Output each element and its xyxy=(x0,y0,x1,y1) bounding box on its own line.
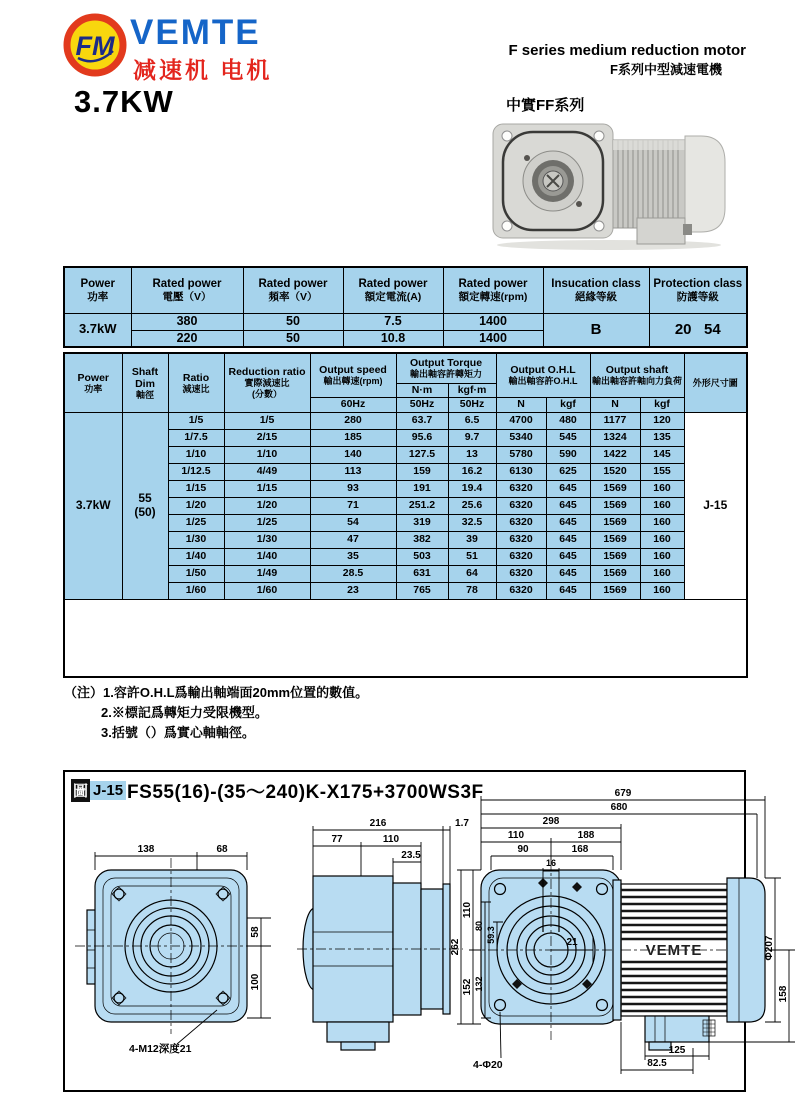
table2-cell: 319 xyxy=(396,514,448,531)
front-view xyxy=(75,844,271,1055)
dim-rear-v1: 110 xyxy=(462,901,473,919)
table2-cell: 1569 xyxy=(590,514,640,531)
series-title xyxy=(420,42,746,78)
dim-side-lip: 1.7 xyxy=(455,818,469,829)
table2-cell: 1/5 xyxy=(224,412,310,429)
table2-cell: 1/40 xyxy=(224,548,310,565)
table2-cell: 145 xyxy=(640,446,684,463)
t1-cell: 50 xyxy=(243,313,343,330)
t2-col-ohl: Output O.H.L 輸出軸容許O.H.L xyxy=(496,353,590,397)
t2-col-speed: Output speed 輸出轉速(rpm) xyxy=(310,353,396,397)
t2-blank-row xyxy=(64,599,747,677)
dim-front-w1: 138 xyxy=(137,844,155,855)
table2-cell: 1/40 xyxy=(168,548,224,565)
note-line-3: 3.括號（）爲實心軸軸徑。 xyxy=(101,725,255,740)
t2-col-axial: Output shaft 輸出軸容許軸向力負荷 xyxy=(590,353,684,397)
table2-cell: 1569 xyxy=(590,548,640,565)
table2-cell: 645 xyxy=(546,480,590,497)
table2-cell: 32.5 xyxy=(448,514,496,531)
table2-body xyxy=(64,412,747,599)
table2-cell: 1569 xyxy=(590,497,640,514)
t2-sub-axial-kgf: kgf xyxy=(640,397,684,412)
table2-cell: 6320 xyxy=(496,565,546,582)
t2-col-ratio: Ratio 減速比 xyxy=(168,353,224,412)
dim-rear-t2: 188 xyxy=(577,830,595,841)
table2-cell: 191 xyxy=(396,480,448,497)
table2-cell: 1422 xyxy=(590,446,640,463)
table2-cell: 160 xyxy=(640,565,684,582)
t1-cell: 7.5 xyxy=(343,313,443,330)
table2-cell: 6320 xyxy=(496,497,546,514)
dim-rear-v2: 152 xyxy=(462,978,473,996)
t1-row xyxy=(64,313,747,330)
table2-cell: 4/49 xyxy=(224,463,310,480)
dimension-drawing xyxy=(65,772,789,1090)
dim-rear-flange: 298 xyxy=(542,816,560,827)
dim-rear-body: 680 xyxy=(610,802,628,813)
drawing-model-code: FS55(16)-(35～240)K-X175+3700WS3F xyxy=(127,782,484,803)
t2-col-reduction: Reduction ratio 實際減速比 (分數） xyxy=(224,353,310,412)
dim-front-h1: 58 xyxy=(250,926,261,938)
table2-cell: 251.2 xyxy=(396,497,448,514)
note-line-2: 2.※標記爲轉矩力受限機型。 xyxy=(101,705,268,720)
table2-cell: 1/7.5 xyxy=(168,429,224,446)
logo-monogram: FM xyxy=(75,31,115,61)
table2-cell: 1/20 xyxy=(224,497,310,514)
dim-rear-t4: 168 xyxy=(571,844,589,855)
t2-unit-kgfm: kgf·m xyxy=(448,383,496,397)
t1-col-current: Rated power 額定電流(A) xyxy=(343,267,443,313)
table2-cell: 25.6 xyxy=(448,497,496,514)
dimension-drawing-panel xyxy=(63,770,789,1092)
dim-rear-t3: 90 xyxy=(517,844,529,855)
motor-photo xyxy=(487,118,733,252)
table2-cell: 185 xyxy=(310,429,396,446)
table2-cell: 160 xyxy=(640,497,684,514)
t1-cell: 380 xyxy=(131,313,243,330)
t1-cell: 220 xyxy=(131,330,243,347)
table2-cell: 35 xyxy=(310,548,396,565)
sub-series-label: 中實FF系列 xyxy=(506,97,585,114)
table2-cell: 160 xyxy=(640,548,684,565)
table2-cell: 6320 xyxy=(496,480,546,497)
table2-cell: 590 xyxy=(546,446,590,463)
dim-rear-holes: 4-Φ20 xyxy=(473,1059,503,1071)
table2-cell: 64 xyxy=(448,565,496,582)
t1-insulation-cell: B xyxy=(543,313,649,347)
t2-sub-torque-hz1: 50Hz xyxy=(396,397,448,412)
table2-cell: 1569 xyxy=(590,531,640,548)
table2-cell: 93 xyxy=(310,480,396,497)
table2-row xyxy=(64,412,747,429)
t1-protection-cell: 20 54 xyxy=(649,313,747,347)
dim-rear-key: 16 xyxy=(545,858,557,868)
t2-unit-nm: N·m xyxy=(396,383,448,397)
table2-cell: 1324 xyxy=(590,429,640,446)
table2-cell: 71 xyxy=(310,497,396,514)
table2-cell: 23 xyxy=(310,582,396,599)
table2-cell: 13 xyxy=(448,446,496,463)
table2-cell: 1/30 xyxy=(168,531,224,548)
table2-cell: 4700 xyxy=(496,412,546,429)
table2-cell: 1/25 xyxy=(224,514,310,531)
table2-cell: 1/10 xyxy=(168,446,224,463)
t1-col-power: Power 功率 xyxy=(64,267,131,313)
dim-rear-t1: 110 xyxy=(507,830,525,841)
figure-tag: 圖 xyxy=(71,779,90,802)
table2-cell: 280 xyxy=(310,412,396,429)
table2-power-cell: 3.7kW xyxy=(64,412,122,599)
dim-rear-v5: 59.3 xyxy=(486,926,496,944)
t1-power-cell: 3.7kW xyxy=(64,313,131,347)
table2-cell: 6320 xyxy=(496,531,546,548)
table2-cell: 1/15 xyxy=(168,480,224,497)
table2-cell: 1520 xyxy=(590,463,640,480)
dim-side-total: 216 xyxy=(369,818,387,829)
brand-logo-icon xyxy=(62,12,128,78)
table2-cell: 645 xyxy=(546,582,590,599)
table2-cell: 5780 xyxy=(496,446,546,463)
table2-cell: 2/15 xyxy=(224,429,310,446)
table2-cell: 6320 xyxy=(496,582,546,599)
dim-rear-overall: 679 xyxy=(614,788,632,799)
notes xyxy=(64,683,584,743)
table2-cell: 1/50 xyxy=(168,565,224,582)
dim-front-h2: 100 xyxy=(250,973,261,991)
table2-cell: 155 xyxy=(640,463,684,480)
table2-cell: 1/5 xyxy=(168,412,224,429)
table2-cell: 1/10 xyxy=(224,446,310,463)
t2-col-torque: Output Torque 輸出軸容許轉矩力 xyxy=(396,353,496,383)
table2-cell: 1569 xyxy=(590,565,640,582)
table2-cell: 1/49 xyxy=(224,565,310,582)
table2-cell: 39 xyxy=(448,531,496,548)
brand-name: VEMTE xyxy=(130,13,261,52)
t2-col-shaft-dim: Shaft Dim 軸徑 xyxy=(122,353,168,412)
t1-col-speed: Rated power 額定轉速(rpm) xyxy=(443,267,543,313)
t2-sub-torque-hz2: 50Hz xyxy=(448,397,496,412)
drawing-title xyxy=(71,777,484,804)
table2-figure-cell: J-15 xyxy=(684,412,747,599)
table2-cell: 19.4 xyxy=(448,480,496,497)
t2-sub-ohl-n: N xyxy=(496,397,546,412)
dim-front-bolts: 4-M12深度21 xyxy=(129,1043,192,1055)
t1-cell: 50 xyxy=(243,330,343,347)
table2-cell: 113 xyxy=(310,463,396,480)
table2-cell: 1/30 xyxy=(224,531,310,548)
motor-watermark: VEMTE xyxy=(645,942,703,959)
table2-cell: 765 xyxy=(396,582,448,599)
performance-table xyxy=(63,352,748,678)
table2-cell: 95.6 xyxy=(396,429,448,446)
t1-col-frequency: Rated power 頻率（V） xyxy=(243,267,343,313)
t2-sub-speed-hz: 60Hz xyxy=(310,397,396,412)
table2-cell: 382 xyxy=(396,531,448,548)
table2-cell: 160 xyxy=(640,480,684,497)
table2-cell: 1/25 xyxy=(168,514,224,531)
t1-col-insulation: Insucation class 絕緣等級 xyxy=(543,267,649,313)
side-view xyxy=(297,818,469,1050)
table2-cell: 120 xyxy=(640,412,684,429)
table2-cell: 63.7 xyxy=(396,412,448,429)
dim-front-w2: 68 xyxy=(216,844,228,855)
figure-code: J-15 xyxy=(90,781,126,800)
t1-col-protection: Protection class 防護等級 xyxy=(649,267,747,313)
dim-side-c: 23.5 xyxy=(401,850,421,861)
table2-cell: 160 xyxy=(640,531,684,548)
dim-rear-box-off: 82.5 xyxy=(647,1058,667,1069)
rear-motor-view xyxy=(450,788,795,1074)
dim-rear-v3: 80 xyxy=(474,920,484,932)
table2-cell: 16.2 xyxy=(448,463,496,480)
table2-cell: 159 xyxy=(396,463,448,480)
table2-cell: 625 xyxy=(546,463,590,480)
t2-col-figure: 外形尺寸圖 xyxy=(684,353,747,412)
table2-cell: 503 xyxy=(396,548,448,565)
table2-cell: 127.5 xyxy=(396,446,448,463)
dim-rear-fan-d: Φ207 xyxy=(764,935,775,961)
t2-blank-cell xyxy=(64,599,747,677)
table2-cell: 1/20 xyxy=(168,497,224,514)
dim-rear-box-w: 125 xyxy=(668,1045,686,1056)
power-title: 3.7KW xyxy=(74,84,174,119)
table2-cell: 6.5 xyxy=(448,412,496,429)
brand-tagline: 减速机 电机 xyxy=(133,57,273,83)
table2-shaft-cell: 55 (50) xyxy=(122,412,168,599)
dim-side-b: 110 xyxy=(382,834,400,845)
note-line-1: （注）1.容許O.H.L爲輸出軸端面20mm位置的數值。 xyxy=(64,685,369,700)
table2-cell: 545 xyxy=(546,429,590,446)
table2-cell: 6320 xyxy=(496,514,546,531)
table2-cell: 160 xyxy=(640,514,684,531)
dim-rear-v4: 132 xyxy=(474,976,484,992)
ratings-table xyxy=(63,266,748,348)
table2-cell: 160 xyxy=(640,582,684,599)
dim-rear-hub: 21 xyxy=(566,937,578,948)
dim-side-a: 77 xyxy=(331,834,343,845)
t1-cell: 10.8 xyxy=(343,330,443,347)
table2-cell: 1177 xyxy=(590,412,640,429)
t1-cell: 1400 xyxy=(443,330,543,347)
t2-sub-axial-n: N xyxy=(590,397,640,412)
table2-cell: 1/15 xyxy=(224,480,310,497)
table2-cell: 140 xyxy=(310,446,396,463)
table2-cell: 47 xyxy=(310,531,396,548)
table2-cell: 9.7 xyxy=(448,429,496,446)
table2-cell: 645 xyxy=(546,531,590,548)
table2-cell: 6320 xyxy=(496,548,546,565)
table2-cell: 1569 xyxy=(590,480,640,497)
table2-cell: 1/12.5 xyxy=(168,463,224,480)
t2-col-power: Power 功率 xyxy=(64,353,122,412)
table2-cell: 480 xyxy=(546,412,590,429)
table2-cell: 645 xyxy=(546,514,590,531)
dim-rear-vtotal: 262 xyxy=(450,938,461,956)
table2-cell: 28.5 xyxy=(310,565,396,582)
dim-rear-fan-h: 158 xyxy=(778,985,789,1003)
table2-cell: 1/60 xyxy=(168,582,224,599)
t2-sub-ohl-kgf: kgf xyxy=(546,397,590,412)
table2-cell: 54 xyxy=(310,514,396,531)
series-title-zh: F系列中型減速電機 xyxy=(610,62,722,77)
table2-cell: 645 xyxy=(546,548,590,565)
table2-cell: 6130 xyxy=(496,463,546,480)
t1-col-voltage: Rated power 電壓（V） xyxy=(131,267,243,313)
t1-cell: 1400 xyxy=(443,313,543,330)
table2-cell: 78 xyxy=(448,582,496,599)
table2-cell: 1569 xyxy=(590,582,640,599)
table2-cell: 5340 xyxy=(496,429,546,446)
table2-cell: 51 xyxy=(448,548,496,565)
table2-cell: 645 xyxy=(546,565,590,582)
series-title-en: F series medium reduction motor xyxy=(508,42,746,59)
table2-cell: 645 xyxy=(546,497,590,514)
table2-cell: 135 xyxy=(640,429,684,446)
table2-cell: 631 xyxy=(396,565,448,582)
table2-cell: 1/60 xyxy=(224,582,310,599)
